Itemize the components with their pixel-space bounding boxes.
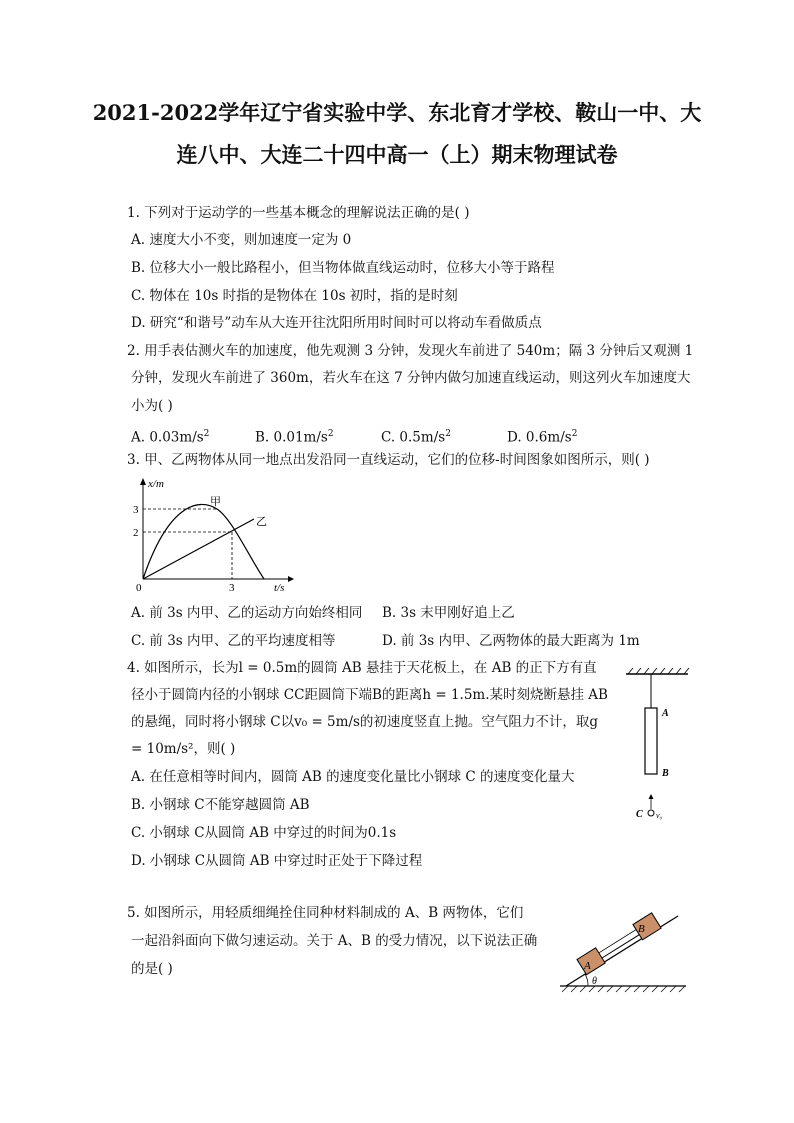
q4-velocity-arrowhead <box>649 794 654 799</box>
q5-stem-line2: 一起沿斜面向下做匀速运动。关于 A、B 的受力情况，以下说法正确 <box>131 933 538 949</box>
q5-label-theta: θ <box>592 976 597 987</box>
q5-incline-figure <box>556 906 690 998</box>
q4-option-d: D. 小钢球 C从圆筒 AB 中穿过时正处于下降过程 <box>131 853 423 869</box>
q3-tick-x3: 3 <box>229 582 235 594</box>
q2-stem-line3: 小为( ) <box>131 398 173 414</box>
q3-curve-jia <box>143 504 264 579</box>
q4-label-a: A <box>662 708 669 719</box>
exam-title-line2: 连八中、大连二十四中高一（上）期末物理试卷 <box>176 142 618 167</box>
q4-option-c: C. 小钢球 C从圆筒 AB 中穿过的时间为0.1s <box>131 825 397 841</box>
q4-ball-c <box>648 810 654 816</box>
exam-title-line1: 2021-2022学年辽宁省实验中学、东北育才学校、鞍山一中、大 <box>92 100 702 125</box>
q5-label-a: A <box>584 960 591 972</box>
q4-option-a: A. 在任意相等时间内，圆筒 AB 的速度变化量比小钢球 C 的速度变化量大 <box>131 769 575 785</box>
q1-option-c: C. 物体在 10s 时指的是物体在 10s 初时，指的是时刻 <box>131 288 458 304</box>
q4-label-c: C <box>636 809 643 820</box>
q2-option-a: A. $0.03m/s^2$ <box>131 429 210 446</box>
q4-tube-figure <box>622 664 692 824</box>
q3-displacement-time-graph <box>128 475 298 595</box>
q4-stem-line3: 的悬绳，同时将小钢球 C以v₀ = 5m/s的初速度竖直上抛。空气阻力不计，取g <box>131 714 599 730</box>
q4-stem-line4: = 10m/s²，则( ) <box>131 741 236 757</box>
q3-y-axis-arrow <box>140 478 146 485</box>
q5-label-b: B <box>638 923 645 935</box>
q3-origin-label: 0 <box>136 582 142 594</box>
q4-tube-ab <box>645 708 657 774</box>
q4-stem-line1: 4. 如图所示，长为l = 0.5m的圆筒 AB 悬挂于天花板上，在 AB 的正下方有直 <box>127 660 597 676</box>
q4-label-b: B <box>662 768 669 779</box>
q3-label-yi: 乙 <box>256 515 267 528</box>
q1-option-a: A. 速度大小不变，则加速度一定为 0 <box>131 232 352 248</box>
q3-option-a: A. 前 3s 内甲、乙的运动方向始终相同 <box>131 605 363 621</box>
q3-tick-y2: 2 <box>133 527 139 539</box>
q4-label-v0: v₀ <box>656 811 663 820</box>
q3-y-label: x/m <box>148 478 164 490</box>
q1-stem: 1. 下列对于运动学的一些基本概念的理解说法正确的是( ) <box>127 205 470 221</box>
q2-stem-line2: 分钟，发现火车前进了 360m，若火车在这 7 分钟内做匀加速直线运动，则这列火车加速度大 <box>131 370 691 386</box>
q1-option-d: D. 研究“和谐号”动车从大连开往沈阳所用时间时可以将动车看做质点 <box>131 315 542 331</box>
q5-rope-shadow <box>599 930 636 953</box>
q4-stem-line2: 径小于圆筒内径的小钢球 CC距圆筒下端B的距离h = 1.5m.某时刻烧断悬挂 AB <box>131 687 608 703</box>
q4-option-b: B. 小钢球 C不能穿越圆筒 AB <box>131 797 310 813</box>
q3-option-c: C. 前 3s 内甲、乙的平均速度相等 <box>131 633 336 649</box>
q3-line-yi <box>143 519 254 579</box>
q2-option-c: C. $0.5m/s^2$ <box>381 429 451 446</box>
q5-incline <box>566 916 678 986</box>
q4-ceiling-hatch <box>628 668 689 674</box>
q3-x-label: t/s <box>274 582 285 594</box>
q3-stem: 3. 甲、乙两物体从同一地点出发沿同一直线运动，它们的位移-时间图象如图所示，则( ) <box>127 452 650 468</box>
q3-option-b: B. 3s 末甲刚好追上乙 <box>382 605 515 621</box>
q2-stem-line1: 2. 用手表估测火车的加速度，他先观测 3 分钟，发现火车前进了 540m；隔 3 分钟后又观测 1 <box>127 343 694 359</box>
q5-rope <box>602 935 639 958</box>
q5-angle-arc <box>585 974 588 986</box>
q5-ground-hatch <box>562 986 685 992</box>
q3-tick-y3: 3 <box>133 504 139 516</box>
q3-x-axis-arrow <box>288 576 294 582</box>
q3-label-jia: 甲 <box>210 495 221 508</box>
q1-option-b: B. 位移大小一般比路程小，但当物体做直线运动时，位移大小等于路程 <box>131 260 555 276</box>
q2-option-b: B. $0.01m/s^2$ <box>255 429 334 446</box>
q3-option-d: D. 前 3s 内甲、乙两物体的最大距离为 1m <box>382 633 640 649</box>
q2-option-d: D. $0.6m/s^2$ <box>507 429 578 446</box>
q5-stem-line1: 5. 如图所示，用轻质细绳拴住同种材料制成的 A、B 两物体，它们 <box>127 905 524 921</box>
q5-stem-line3: 的是( ) <box>131 961 173 977</box>
